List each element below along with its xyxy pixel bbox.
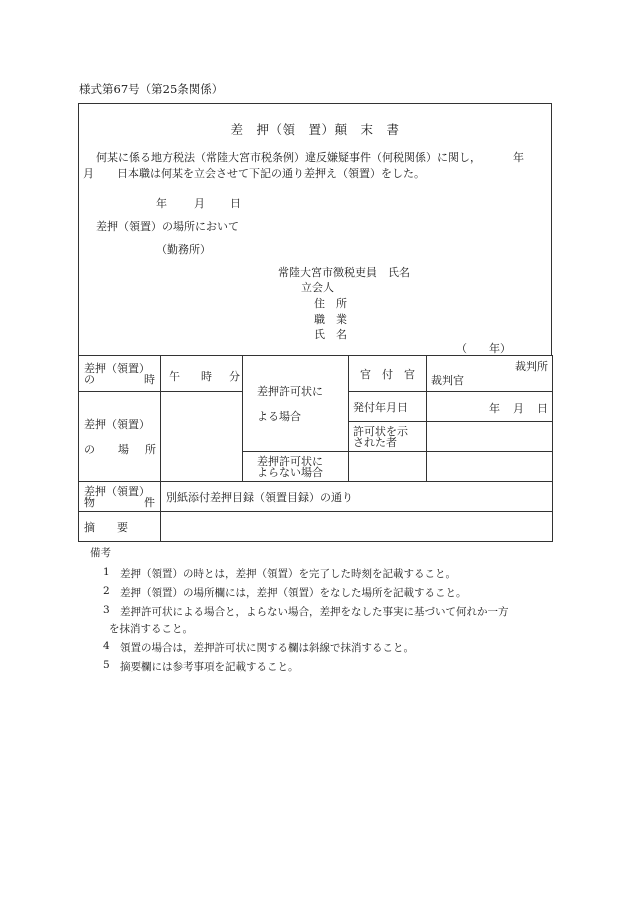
- note-3-text: 差押許可状による場合と，よらない場合，差押をなした事実に基づいて何れか一方: [120, 606, 509, 618]
- date-year: 年: [156, 197, 167, 210]
- note-1-text: 差押（領置）の時とは，差押（領置）を完了した時刻を記載すること。: [120, 568, 456, 580]
- date-day: 日: [230, 197, 241, 210]
- note-4-text: 領置の場合は，差押許可状に関する欄は斜線で抹消すること。: [120, 642, 414, 654]
- note-5-text: 摘要欄には参考事項を記載すること。: [120, 661, 299, 673]
- place-text: 差押（領置）の場所において: [96, 220, 239, 233]
- note-5-num: 5: [103, 659, 110, 671]
- official-title-label: 官 付 官: [349, 356, 427, 392]
- place-value: [161, 392, 243, 482]
- time-label: 差押（領置） の 時: [79, 356, 161, 392]
- witness-occupation: 職 業: [314, 313, 347, 326]
- date-month: 月: [194, 197, 205, 210]
- items-value: 別紙添付差押目録（領置目録）の通り: [161, 482, 553, 512]
- summary-value: [161, 512, 553, 542]
- year-paren: （ 年）: [456, 342, 511, 355]
- court-judge-value: 裁判所 裁判官: [427, 356, 553, 392]
- note-4-num: 4: [103, 640, 110, 652]
- presented-to-label: 許可状を示 された者: [349, 422, 427, 452]
- intro-month: 月: [83, 167, 94, 180]
- place-label: 差押（領置） の 場 所: [79, 392, 161, 482]
- note-1-num: 1: [103, 566, 110, 578]
- note-3-num: 3: [103, 604, 110, 616]
- witness-name: 氏 名: [314, 328, 347, 341]
- note-2-text: 差押（領置）の場所欄には，差押（領置）をなした場所を記載すること。: [120, 587, 467, 599]
- report-frame: [78, 103, 552, 356]
- report-heading: 差 押（領 置）顛 末 書: [230, 122, 400, 137]
- issue-date-value: 年 月 日: [427, 392, 553, 422]
- intro-line-2: 日本職は何某を立会させて下記の通り差押え（領置）をした。: [117, 167, 425, 180]
- note-2-num: 2: [103, 585, 110, 597]
- witness-title: 立会人: [301, 281, 334, 294]
- notes-title: 備考: [90, 547, 111, 559]
- note-3-cont: を抹消すること。: [109, 623, 193, 635]
- office-text: （勤務所）: [156, 243, 211, 256]
- without-warrant-cell-b: [427, 452, 553, 482]
- without-warrant-cell-a: [349, 452, 427, 482]
- summary-label: 摘 要: [79, 512, 161, 542]
- record-table: [78, 355, 553, 542]
- intro-line-1: 何某に係る地方税法（常陸大宮市税条例）違反嫌疑事件（何税関係）に関し，: [96, 151, 481, 164]
- issue-date-label: 発付年月日: [349, 392, 427, 422]
- intro-year: 年: [513, 151, 524, 164]
- witness-address: 住 所: [314, 297, 347, 310]
- official-name: 常陸大宮市徴税吏員 氏名: [278, 266, 410, 279]
- items-label: 差押（領置） 物 件: [79, 482, 161, 512]
- presented-to-value: [427, 422, 553, 452]
- time-value: 午 時 分: [161, 356, 243, 392]
- without-warrant-label: 差押許可状に よらない場合: [243, 452, 349, 482]
- form-id: 様式第67号（第25条関係）: [79, 82, 224, 96]
- with-warrant-label: 差押許可状に よる場合: [243, 356, 349, 452]
